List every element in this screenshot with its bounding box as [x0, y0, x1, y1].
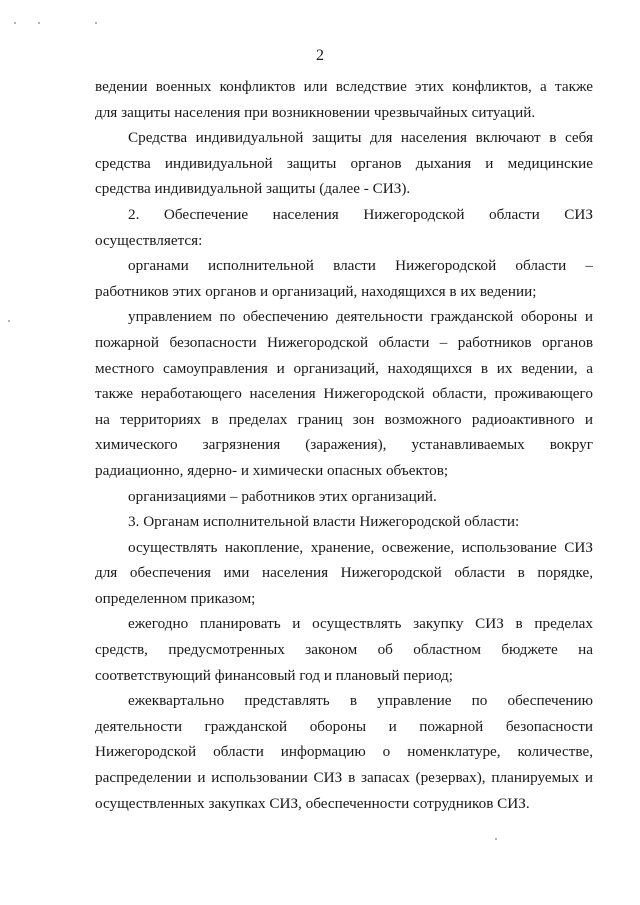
text-line: организациями – работников этих организаций. — [128, 487, 437, 505]
text-line: соответствующий финансовый год и плановый период; — [95, 666, 453, 684]
text-line: ведении военных конфликтов или вследствие этих конфликтов, а также — [95, 78, 593, 95]
text-line: ежеквартально представлять в управление по обеспечению — [128, 692, 593, 710]
text-line: 3. Органам исполнительной власти Нижегородской области: — [128, 513, 520, 531]
text-line: деятельности гражданской обороны и пожарной безопасности — [95, 717, 593, 735]
text-line: распределении и использовании СИЗ в запасах (резервах), планируемых и — [95, 769, 593, 787]
text-line: радиационно, ядерно- и химически опасных объектов; — [95, 461, 449, 479]
text-line: осуществляется: — [95, 231, 203, 249]
text-line: определенном приказом; — [95, 589, 256, 607]
text-line: для обеспечения ими населения Нижегородской области в порядке, — [95, 564, 593, 582]
text-line: осуществлять накопление, хранение, освежение, использование СИЗ — [128, 538, 593, 556]
text-line: химического загрязнения (заражения), устанавливаемых вокруг — [95, 436, 593, 454]
text-line: средств, предусмотренных законом об областном бюджете на — [95, 641, 593, 659]
text-line: средства индивидуальной защиты органов дыхания и медицинские — [95, 154, 593, 172]
text-line: ежегодно планировать и осуществлять закупку СИЗ в пределах — [128, 615, 593, 633]
scan-artifact — [495, 838, 497, 840]
scan-artifact — [38, 22, 40, 24]
text-line: также неработающего населения Нижегородской области, проживающего — [95, 385, 593, 403]
text-line: осуществленных закупках СИЗ, обеспеченности сотрудников СИЗ. — [95, 794, 530, 812]
text-line: управлением по обеспечению деятельности гражданской обороны и — [128, 308, 593, 326]
text-line: местного самоуправления и организаций, находящихся в их ведении, а — [95, 359, 593, 377]
text-line: для защиты населения при возникновении чрезвычайных ситуаций. — [95, 103, 536, 121]
document-body — [95, 74, 593, 816]
page-number: 2 — [316, 47, 324, 64]
text-line: Нижегородской области информацию о номенклатуре, количестве, — [95, 743, 593, 761]
text-line: работников этих органов и организаций, находящихся в их ведении; — [95, 282, 537, 300]
text-line: органами исполнительной власти Нижегородской области – — [128, 257, 593, 275]
text-line: средства индивидуальной защиты (далее - СИЗ). — [95, 180, 411, 198]
scan-artifact — [14, 22, 16, 24]
text-line: пожарной безопасности Нижегородской области – работников органов — [95, 333, 593, 351]
text-line: на территориях в пределах границ зон возможного радиоактивного и — [95, 410, 593, 428]
scan-artifact — [8, 320, 10, 322]
text-line: 2. Обеспечение населения Нижегородской области СИЗ — [128, 205, 593, 223]
scan-artifact — [95, 22, 97, 24]
text-line: Средства индивидуальной защиты для населения включают в себя — [128, 129, 593, 147]
